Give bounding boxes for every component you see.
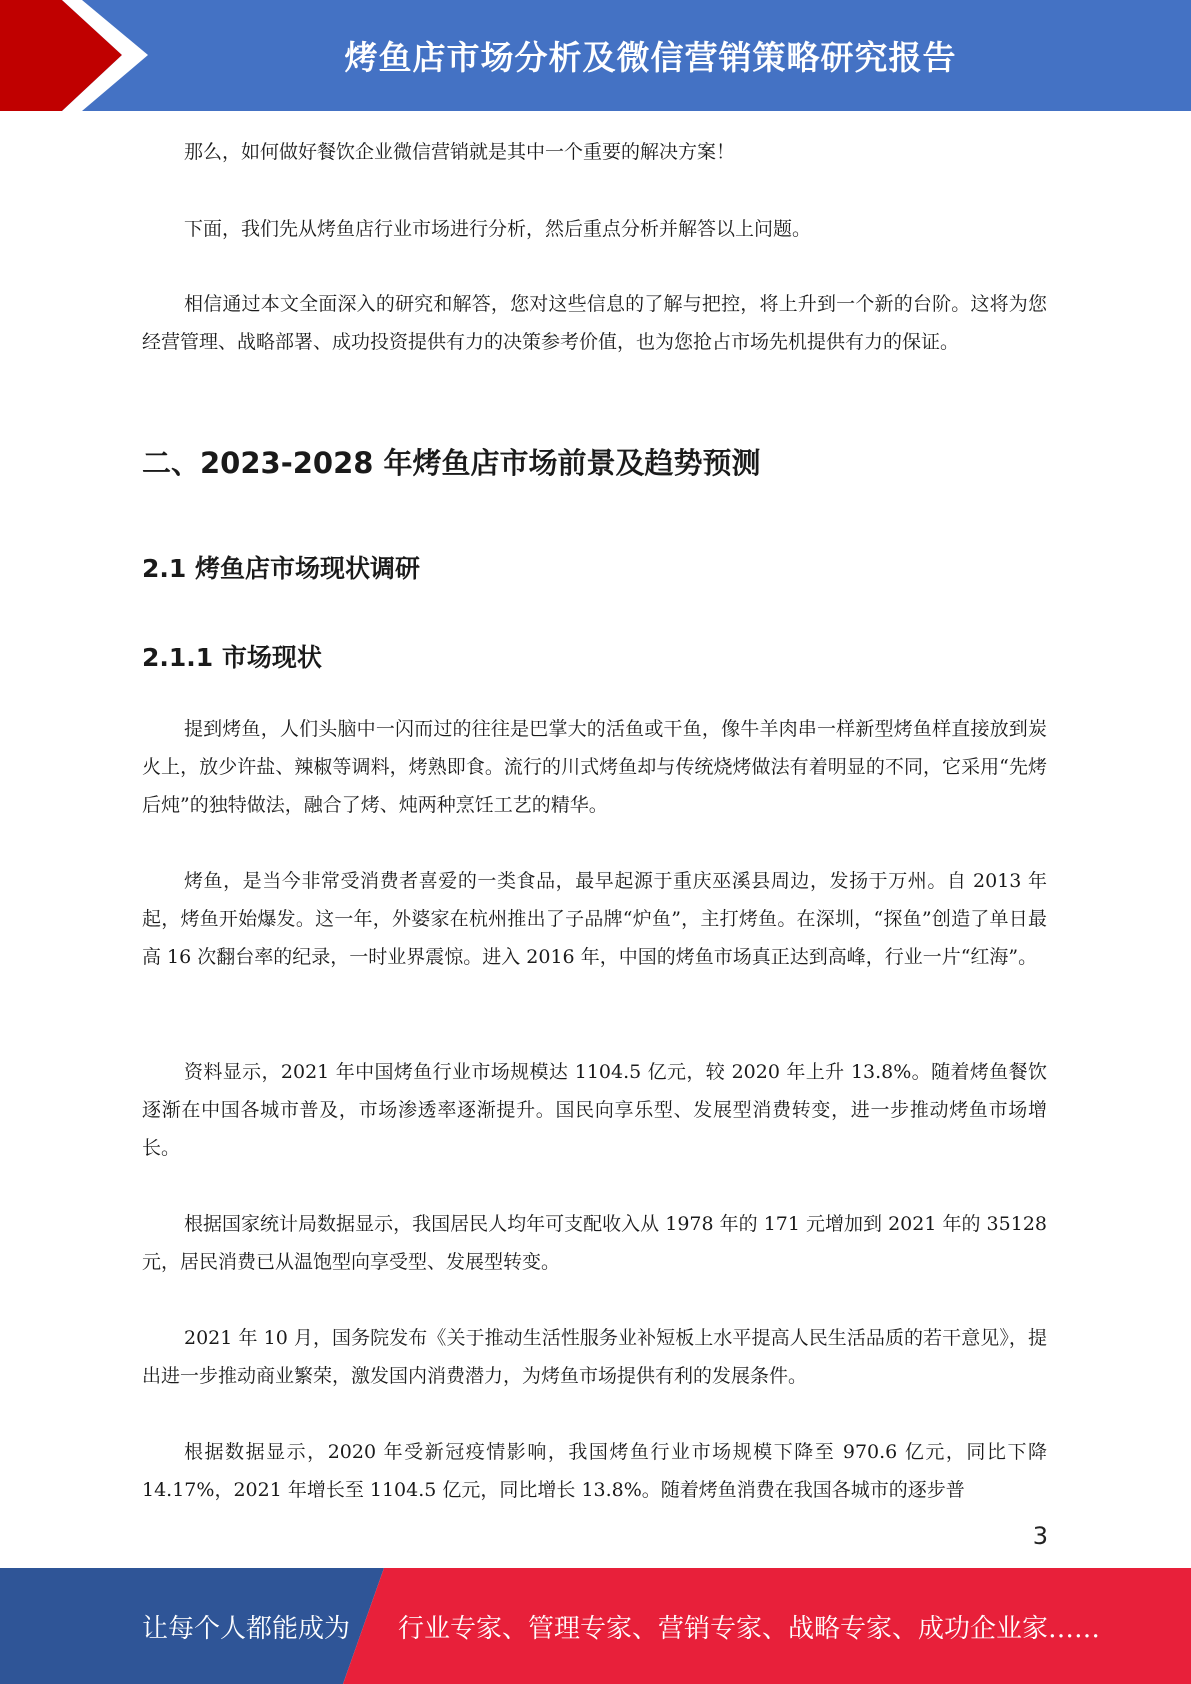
- body-paragraph: 2021 年 10 月，国务院发布《关于推动生活性服务业补短板上水平提高人民生活品质的若干意见》，提出进一步推动商业繁荣，激发国内消费潜力，为烤鱼市场提供有利的发展条件。: [142, 1327, 1047, 1387]
- page-header: [0, 0, 1191, 111]
- body-paragraph: 根据数据显示，2020 年受新冠疫情影响，我国烤鱼行业市场规模下降至 970.6 亿元，同比下降 14.17%，2021 年增长至 1104.5 亿元，同比增长 13.8%。随着烤鱼消费在我国各城市的逐步普: [142, 1441, 1047, 1501]
- page-number: 3: [1032, 1522, 1048, 1550]
- intro-paragraph-3: 相信通过本文全面深入的研究和解答，您对这些信息的了解与把控，将上升到一个新的台阶。这将为您经营管理、战略部署、成功投资提供有力的决策参考价值，也为您抢占市场先机提供有力的保证。: [142, 293, 1047, 353]
- subsubsection-heading: 2.1.1 市场现状: [142, 643, 322, 672]
- body-paragraph: 根据国家统计局数据显示，我国居民人均年可支配收入从 1978 年的 171 元增加到 2021 年的 35128 元，居民消费已从温饱型向享受型、发展型转变。: [142, 1213, 1047, 1273]
- footer-slogan-left: 让每个人都能成为: [142, 1613, 351, 1644]
- page-footer: [0, 1568, 1191, 1684]
- body-paragraph: 烤鱼，是当今非常受消费者喜爱的一类食品，最早起源于重庆巫溪县周边，发扬于万州。自 2013 年起，烤鱼开始爆发。这一年，外婆家在杭州推出了子品牌“炉鱼”，主打烤鱼。在深圳，“探鱼”创造了单日最高 16 次翻台率的纪录，一时业界震惊。进入 2016 年，中国的烤鱼市场真正达到高峰，行业一片“红海”。: [142, 870, 1047, 968]
- body-paragraph: 资料显示，2021 年中国烤鱼行业市场规模达 1104.5 亿元，较 2020 年上升 13.8%。随着烤鱼餐饮逐渐在中国各城市普及，市场渗透率逐渐提升。国民向享乐型、发展型消费转变，进一步推动烤鱼市场增长。: [142, 1061, 1047, 1159]
- report-title: 烤鱼店市场分析及微信营销策略研究报告: [344, 38, 957, 77]
- body-paragraph: 提到烤鱼，人们头脑中一闪而过的往往是巴掌大的活鱼或干鱼，像牛羊肉串一样新型烤鱼样直接放到炭火上，放少许盐、辣椒等调料，烤熟即食。流行的川式烤鱼却与传统烧烤做法有着明显的不同，它采用“先烤后炖”的独特做法，融合了烤、炖两种烹饪工艺的精华。: [142, 718, 1047, 816]
- intro-paragraph-2: 下面，我们先从烤鱼店行业市场进行分析，然后重点分析并解答以上问题。: [184, 218, 812, 240]
- intro-paragraph-1: 那么，如何做好餐饮企业微信营销就是其中一个重要的解决方案！: [184, 141, 736, 163]
- section-heading: 二、2023-2028 年烤鱼店市场前景及趋势预测: [142, 446, 761, 480]
- footer-slogan-right: 行业专家、管理专家、营销专家、战略专家、成功企业家……: [398, 1613, 1101, 1644]
- subsection-heading: 2.1 烤鱼店市场现状调研: [142, 554, 420, 583]
